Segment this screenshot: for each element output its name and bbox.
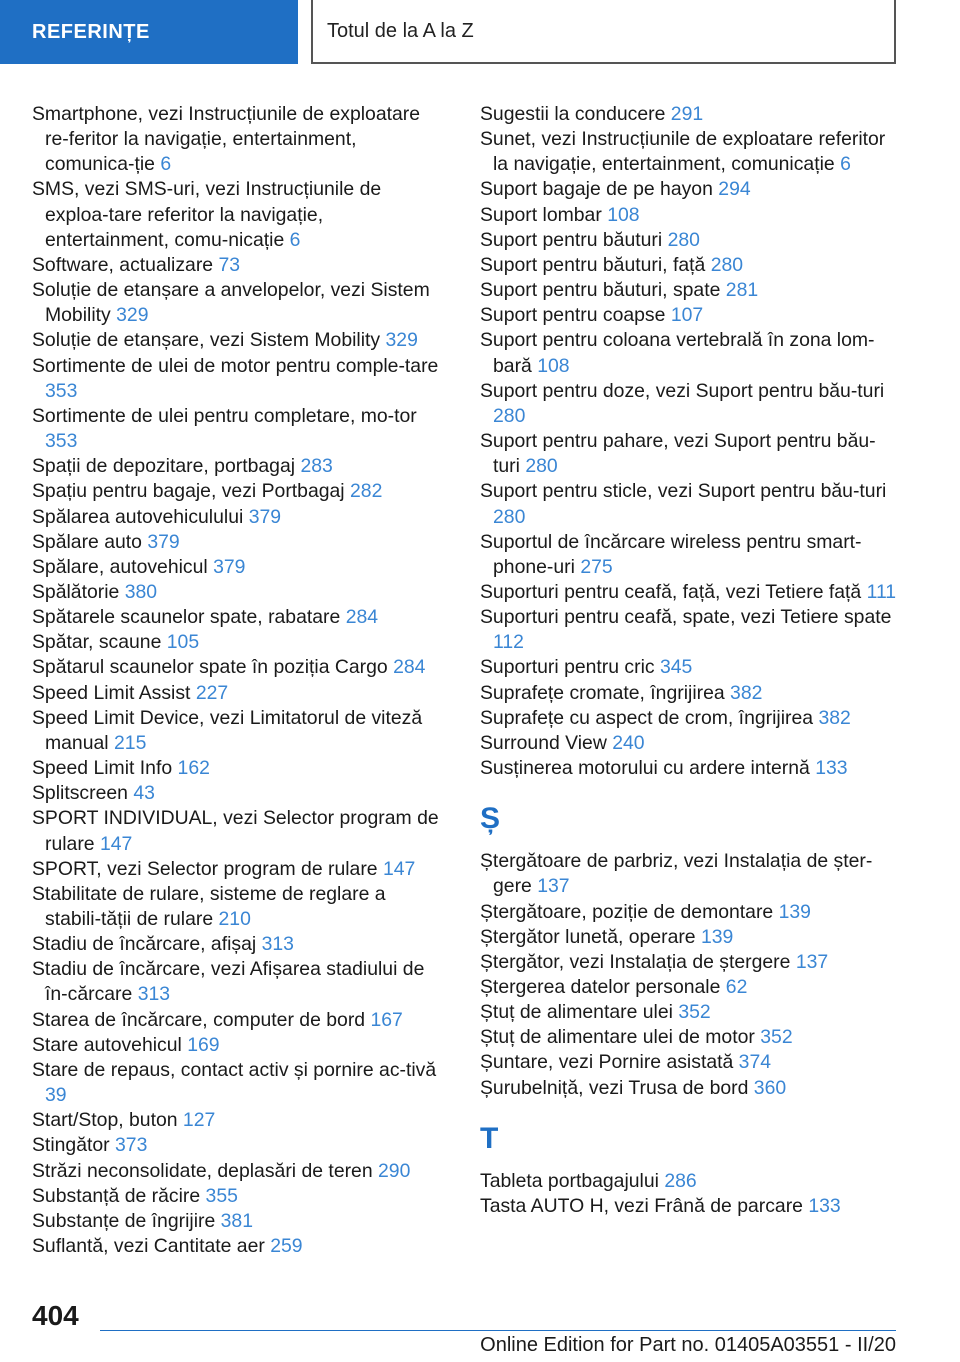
index-page-link[interactable]: 108 xyxy=(537,354,570,377)
index-page-link[interactable]: 353 xyxy=(45,430,78,453)
index-entry xyxy=(480,429,900,479)
index-entry xyxy=(480,228,900,253)
index-entry xyxy=(32,328,444,353)
index-entry-text: Ștuț de alimentare ulei de motor xyxy=(480,1026,755,1049)
index-entry-text: Sortimente de ulei pentru completare, mo-tor xyxy=(32,404,417,427)
index-entry-text: Speed Limit Info xyxy=(32,757,173,780)
index-entry xyxy=(32,454,444,479)
index-entry-text: Spălarea autovehiculului xyxy=(32,505,244,528)
index-entry xyxy=(32,957,444,1007)
index-entry-text: Tasta AUTO H, vezi Frână de parcare xyxy=(480,1194,803,1217)
index-column-left xyxy=(32,102,444,1259)
index-group-s xyxy=(480,102,900,781)
index-page-link[interactable]: 352 xyxy=(678,1001,711,1024)
index-entry xyxy=(32,630,444,655)
index-group-sh xyxy=(480,849,900,1101)
index-page-link[interactable]: 379 xyxy=(213,555,246,578)
index-entry xyxy=(480,328,900,378)
index-page-link[interactable]: 286 xyxy=(664,1169,697,1192)
index-page-link[interactable]: 227 xyxy=(195,681,229,704)
index-entry xyxy=(32,1184,444,1209)
index-page-link[interactable]: 107 xyxy=(670,304,704,327)
index-entry xyxy=(480,605,900,655)
index-page-link[interactable]: 284 xyxy=(345,606,379,629)
index-entry xyxy=(32,857,444,882)
index-page-link[interactable]: 108 xyxy=(607,203,640,226)
index-entry xyxy=(32,605,444,630)
index-entry-text: Suportul de încărcare wireless pentru smart-phone-uri xyxy=(480,530,862,578)
index-page-link[interactable]: 210 xyxy=(218,908,251,930)
index-entry-text: Suport pentru băuturi, spate xyxy=(480,279,721,302)
index-entry-text: Splitscreen xyxy=(32,782,128,805)
index-entry-text: Stare de repaus, contact activ și pornire ac-tivă xyxy=(32,1058,437,1081)
footer-edition-text: Online Edition for Part no. 01405A03551 - II/20 xyxy=(480,1334,896,1356)
index-entry xyxy=(480,1050,900,1075)
index-letter-heading: T xyxy=(480,1121,499,1155)
index-entry xyxy=(32,1209,444,1234)
index-page-link[interactable]: 6 xyxy=(840,153,851,176)
index-entry-text: Soluție de etanșare a anvelopelor, vezi Sistem Mobility xyxy=(32,279,430,327)
index-entry-text: Spălătorie xyxy=(32,580,120,603)
index-entry xyxy=(480,950,900,975)
index-entry-text: Străzi neconsolidate, deplasări de teren xyxy=(32,1159,373,1182)
index-column-right xyxy=(480,102,900,1219)
index-page-link[interactable]: 381 xyxy=(220,1209,253,1232)
index-page-link[interactable]: 73 xyxy=(218,253,241,276)
index-entry xyxy=(480,203,900,228)
index-entry xyxy=(480,303,900,328)
index-page-link[interactable]: 352 xyxy=(760,1026,793,1049)
index-page-link[interactable]: 6 xyxy=(289,228,301,251)
index-entry xyxy=(32,1159,444,1184)
index-page-link[interactable]: 280 xyxy=(525,455,558,478)
index-page-link[interactable]: 280 xyxy=(667,228,700,251)
index-entry xyxy=(480,580,900,605)
index-page-link[interactable]: 133 xyxy=(815,757,848,780)
index-entry-text: Suport pentru băuturi xyxy=(480,228,663,251)
index-entry-text: SMS, vezi SMS-uri, vezi Instrucțiunile de exploa-tare referitor la navigație, entertainment, comu-nicație xyxy=(32,178,382,251)
index-entry-text: Sortimente de ulei de motor pentru comple-tare xyxy=(32,354,439,377)
index-page-link[interactable]: 284 xyxy=(393,656,426,679)
index-entry-text: Sunet, vezi Instrucțiunile de exploatare referitor la navigație, entertainment, comunicație xyxy=(480,128,886,176)
index-entry-text: Stadiu de încărcare, afișaj xyxy=(32,933,257,956)
index-page-link[interactable]: 162 xyxy=(177,757,210,780)
index-entry-text: Suflantă, vezi Cantitate aer xyxy=(32,1235,265,1258)
index-page-link[interactable]: 382 xyxy=(818,706,851,729)
index-page-link[interactable]: 294 xyxy=(718,178,751,201)
index-page-link[interactable]: 137 xyxy=(795,950,829,973)
index-entry-text: Stadiu de încărcare, vezi Afișarea stadiului de în-cărcare xyxy=(32,958,425,1006)
index-entry xyxy=(480,731,900,756)
index-entry xyxy=(32,681,444,706)
index-entry-text: Speed Limit Assist xyxy=(32,681,191,704)
index-entry xyxy=(480,530,900,580)
index-entry xyxy=(480,681,900,706)
index-page-link[interactable]: 373 xyxy=(115,1134,148,1157)
index-entry xyxy=(32,102,444,177)
index-entry-text: Spălare, autovehicul xyxy=(32,555,208,578)
index-entry xyxy=(32,882,444,932)
index-entry-text: Suport lombar xyxy=(480,203,602,226)
index-entry xyxy=(480,1169,900,1194)
index-page-link[interactable]: 240 xyxy=(612,731,645,754)
index-page-link[interactable]: 313 xyxy=(137,983,171,1006)
index-entry-text: Spălare auto xyxy=(32,530,142,553)
index-page-link[interactable]: 280 xyxy=(493,404,526,427)
index-entry xyxy=(480,102,900,127)
index-page-link[interactable]: 139 xyxy=(778,900,811,923)
index-entry xyxy=(480,127,900,177)
index-page-link[interactable]: 39 xyxy=(45,1084,67,1107)
index-entry xyxy=(480,975,900,1000)
index-entry-text: Starea de încărcare, computer de bord xyxy=(32,1008,366,1031)
index-entry xyxy=(32,505,444,530)
index-entry xyxy=(32,1234,444,1259)
index-entry xyxy=(480,479,900,529)
index-entry xyxy=(32,655,444,680)
index-page-link[interactable]: 353 xyxy=(45,379,78,402)
index-page-link[interactable]: 133 xyxy=(808,1194,841,1217)
index-page-link[interactable]: 281 xyxy=(725,279,759,302)
index-page-link[interactable]: 374 xyxy=(738,1051,772,1074)
index-entry-text: Start/Stop, buton xyxy=(32,1109,178,1132)
index-entry-text: Susținerea motorului cu ardere internă xyxy=(480,757,810,780)
index-entry-text: Soluție de etanșare, vezi Sistem Mobility xyxy=(32,329,381,352)
index-page-link[interactable]: 379 xyxy=(248,505,282,528)
index-entry-text: Suprafețe cromate, îngrijirea xyxy=(480,681,725,704)
index-entry-text: Suport pentru coloana vertebrală în zona lom-bară xyxy=(480,329,875,377)
index-entry-text: Suport pentru doze, vezi Suport pentru bău-turi xyxy=(480,379,885,402)
index-entry-text: Ștergător lunetă, operare xyxy=(480,925,696,948)
index-page-link[interactable]: 127 xyxy=(182,1109,216,1132)
index-entry xyxy=(480,756,900,781)
index-entry xyxy=(32,479,444,504)
index-entry xyxy=(32,756,444,781)
index-page-link[interactable]: 282 xyxy=(350,480,383,503)
index-entry xyxy=(32,253,444,278)
index-entry-text: SPORT INDIVIDUAL, vezi Selector program de rulare xyxy=(32,807,439,855)
index-entry xyxy=(32,1033,444,1058)
index-entry xyxy=(32,1133,444,1158)
index-entry xyxy=(32,278,444,328)
index-entry-text: Ștergerea datelor personale xyxy=(480,976,721,998)
index-entry-text: Suprafețe cu aspect de crom, îngrijirea xyxy=(480,706,814,729)
index-entry xyxy=(480,1000,900,1025)
index-entry-text: Speed Limit Device, vezi Limitatorul de viteză manual xyxy=(32,706,423,754)
index-entry xyxy=(32,932,444,957)
index-entry xyxy=(480,1025,900,1050)
index-entry-text: Spații de depozitare, portbagaj xyxy=(32,455,296,478)
index-page-link[interactable]: 283 xyxy=(300,455,333,478)
index-page-link[interactable]: 360 xyxy=(753,1076,787,1099)
section-tab xyxy=(0,0,298,64)
index-entry xyxy=(32,1008,444,1033)
index-entry-text: Spătarul scaunelor spate în poziția Cargo xyxy=(32,656,388,679)
index-entry-text: Spațiu pentru bagaje, vezi Portbagaj xyxy=(32,480,345,503)
index-entry xyxy=(32,404,444,454)
index-entry xyxy=(32,1108,444,1133)
index-letter-heading: Ș xyxy=(480,802,501,836)
index-entry xyxy=(480,706,900,731)
index-page-link[interactable]: 280 xyxy=(710,253,744,276)
index-group-t xyxy=(480,1169,900,1219)
index-entry-text: Substanțe de îngrijire xyxy=(32,1209,216,1232)
index-page-link[interactable]: 62 xyxy=(725,976,748,998)
index-entry-text: Smartphone, vezi Instrucțiunile de exploatare re-feritor la navigație, entertainment, comunica-ție xyxy=(32,103,421,176)
index-entry-text: Stare autovehicul xyxy=(32,1033,182,1056)
index-entry-text: Suport pentru coapse xyxy=(480,304,666,327)
index-entry-text: Ștergătoare de parbriz, vezi Instalația de șter-gere xyxy=(480,850,873,898)
page-header-title xyxy=(311,0,896,64)
index-page-link[interactable]: 329 xyxy=(385,329,418,352)
index-entry-text: Ștergătoare, poziție de demontare xyxy=(480,900,774,923)
index-page-link[interactable]: 147 xyxy=(382,857,416,880)
index-entry-text: Tableta portbagajului xyxy=(480,1169,659,1192)
index-entry-text: Substanță de răcire xyxy=(32,1184,201,1207)
index-entry-text: Suport pentru pahare, vezi Suport pentru bău-turi xyxy=(480,430,876,478)
index-page-link[interactable]: 291 xyxy=(670,103,704,125)
index-entry-text: Șurubelniță, vezi Trusa de bord xyxy=(480,1076,749,1099)
footer-divider xyxy=(100,1330,896,1331)
index-entry xyxy=(480,177,900,202)
index-entry xyxy=(32,530,444,555)
index-page-link[interactable]: 275 xyxy=(580,555,613,578)
page-number: 404 xyxy=(32,1300,79,1331)
index-entry-text: Suporturi pentru ceafă, față, vezi Tetiere față xyxy=(480,580,862,603)
index-entry-text: Suport pentru băuturi, față xyxy=(480,253,706,276)
index-entry xyxy=(32,555,444,580)
index-entry xyxy=(480,278,900,303)
index-entry-text: SPORT, vezi Selector program de rulare xyxy=(32,857,378,880)
index-entry xyxy=(32,580,444,605)
index-entry xyxy=(480,1076,900,1101)
index-entry xyxy=(32,806,444,856)
index-page-link[interactable]: 329 xyxy=(116,304,149,327)
index-entry-text: Stabilitate de rulare, sisteme de reglare a stabili-tății de rulare xyxy=(32,882,386,930)
index-entry xyxy=(32,1058,444,1108)
index-entry-text: Suporturi pentru cric xyxy=(480,656,655,679)
index-page-link[interactable]: 313 xyxy=(261,933,294,956)
index-page-link[interactable]: 379 xyxy=(147,530,180,553)
index-entry xyxy=(480,655,900,680)
index-entry xyxy=(480,925,900,950)
index-entry-text: Ștergător, vezi Instalația de ștergere xyxy=(480,950,791,973)
index-entry xyxy=(480,379,900,429)
index-entry-text: Stingător xyxy=(32,1134,110,1157)
index-entry xyxy=(32,781,444,806)
index-page-link[interactable]: 382 xyxy=(730,681,763,704)
index-entry-text: Ștuț de alimentare ulei xyxy=(480,1001,673,1024)
index-entry xyxy=(32,177,444,252)
index-page-link[interactable]: 345 xyxy=(659,656,693,679)
header-title-text: Totul de la A la Z xyxy=(327,19,474,42)
index-page-link[interactable]: 6 xyxy=(160,153,172,176)
index-page-link[interactable]: 112 xyxy=(493,631,524,654)
index-page-link[interactable]: 259 xyxy=(270,1235,303,1258)
index-page-link[interactable]: 380 xyxy=(124,580,158,603)
index-page-link[interactable]: 139 xyxy=(700,925,734,948)
index-page-link[interactable]: 280 xyxy=(493,505,526,528)
index-page-link[interactable]: 355 xyxy=(205,1184,238,1207)
index-entry-text: Sugestii la conducere xyxy=(480,103,666,125)
index-entry-text: Șuntare, vezi Pornire asistată xyxy=(480,1051,734,1074)
index-page-link[interactable]: 147 xyxy=(99,832,133,855)
index-page-link[interactable]: 215 xyxy=(114,731,147,754)
index-entry-text: Spătar, scaune xyxy=(32,631,162,654)
index-entry xyxy=(480,900,900,925)
index-entry xyxy=(32,354,444,404)
index-entry xyxy=(480,1194,900,1219)
index-page-link[interactable]: 137 xyxy=(537,875,570,898)
index-page-link[interactable]: 169 xyxy=(187,1033,220,1056)
index-page-link[interactable]: 290 xyxy=(378,1159,411,1182)
index-page-link[interactable]: 111 xyxy=(866,580,897,603)
index-entry xyxy=(480,849,900,899)
index-page-link[interactable]: 43 xyxy=(133,782,155,805)
index-page-link[interactable]: 105 xyxy=(166,631,200,654)
section-tab-label: REFERINȚE xyxy=(32,20,150,43)
index-entry-text: Surround View xyxy=(480,731,607,754)
index-entry-text: Spătarele scaunelor spate, rabatare xyxy=(32,606,341,629)
index-entry xyxy=(480,253,900,278)
index-entry-text: Suport pentru sticle, vezi Suport pentru bău-turi xyxy=(480,480,887,503)
index-entry-text: Software, actualizare xyxy=(32,253,214,276)
index-page-link[interactable]: 167 xyxy=(370,1008,403,1031)
index-entry xyxy=(32,706,444,756)
index-entry-text: Suporturi pentru ceafă, spate, vezi Tetiere spate xyxy=(480,606,892,629)
index-entry-text: Suport bagaje de pe hayon xyxy=(480,178,713,201)
